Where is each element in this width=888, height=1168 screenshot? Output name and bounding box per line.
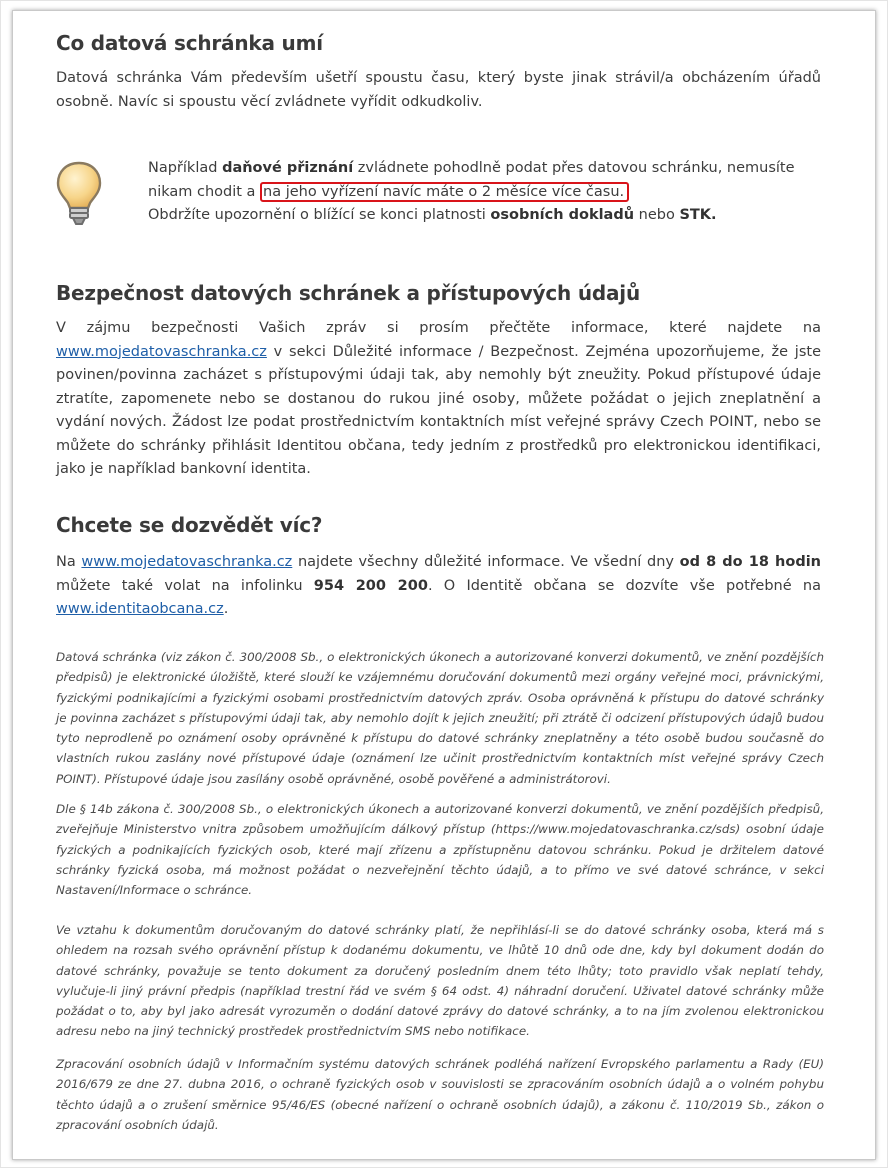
hours-bold: od 8 do 18 hodin	[679, 554, 821, 570]
legal-paragraph-4: Zpracování osobních údajů v Informačním systému datových schránek podléhá nařízení Evropského parlamentu a Rady (EU) 2016/679 ze dne 27. dubna 2016, o ochraně fyzických osob v souvislosti se zpracováním osobních údajů a o volném pohybu těchto údajů a o zrušení směrnice 95/46/ES (obecné nařízení o ochraně osobních údajů), a zákonu č. 110/2019 Sb., zákon o zpracování osobních údajů.	[56, 1057, 824, 1132]
tip-text-2: zvládnete pohodlně podat přes datovou schránku, nemusíte nikam chodit a	[148, 160, 795, 200]
legal-paragraph-1: Datová schránka (viz zákon č. 300/2008 Sb., o elektronických úkonech a autorizované konverzi dokumentů, ve znění pozdějších předpisů) je elektronické úložiště, které slouží ke vzájemnému doručování dokumentů mezi orgány veřejné moci, právnickými, fyzickými podnikajícími a fyzickými osobami prostřednictvím datových zpráv. Osoba oprávněná k přístupu do datové schránky je povinna zacházet s přístupovými údaji tak, aby nemohlo dojít k jejich zneužití; při ztrátě či odcizení přístupových údajů budou tyto neprodleně po oznámení osoby oprávněné k přístupu do datové schránky zneplatněny a této osobě budou současně do vlastních rukou zaslány nové přístupové údaje (oznámení lze učinit prostřednictvím kontaktních míst veřejné správy Czech POINT). Přístupové údaje jsou zasílány osobě oprávněné, osobě pověřené a administrátorovi.	[56, 650, 824, 786]
tip-text-1: Například	[148, 160, 223, 176]
tip-paragraph	[148, 157, 828, 228]
section-heading-more-info: Chcete se dozvědět víc?	[56, 513, 323, 537]
tip-text-3: Obdržíte upozornění o blížící se konci platnosti	[148, 207, 491, 223]
personal-documents-bold: osobních dokladů	[490, 207, 635, 223]
security-paragraph	[56, 317, 821, 482]
section-heading-security: Bezpečnost datových schránek a přístupových údajů	[56, 281, 640, 305]
security-text-2: v sekci Důležité informace / Bezpečnost. Zejména upozorňujeme, že jste povinen/povinna zacházet s přístupovými údaji tak, aby nemohly být zneužity. Pokud přístupové údaje ztratíte, zapomenete nebo se dostanou do rukou jiné osoby, můžete požádat o jejich zneplatnění a vydání nových. Žádost lze podat prostřednictvím kontaktních míst veřejné správy Czech POINT, nebo se můžete do schránky přihlásit Identitou občana, tedy jedním z prostředků pro elektronickou identifikaci, jako je například bankovní identita.	[56, 343, 821, 477]
legal-paragraph-3: Ve vztahu k dokumentům doručovaným do datové schránky platí, že nepřihlásí-li se do datové schránky osoba, která má s ohledem na rozsah svého oprávnění přístup k dodanému dokumentu, ve lhůtě 10 dnů ode dne, kdy byl dokument dodán do datové schránky, považuje se tento dokument za doručený posledním dnem této lhůty; toto pravidlo však neplatí tehdy, vylučuje-li jiný právní předpis (například trestní řád ve svém § 64 odst. 4) náhradní doručení. Uživatel datové schránky může požádat o to, aby byl jako adresát vyrozuměn o dodání datové zprávy do datové schránky, a to na jím zvolenou elektronickou adresu nebo na jiný technický prostředek prostřednictvím SMS nebo notifikace.	[56, 923, 824, 1039]
more-info-text-2: najdete všechny důležité informace. Ve všední dny	[292, 554, 680, 570]
more-info-text-3: můžete také volat na infolinku	[56, 577, 314, 594]
identitaobcana-link[interactable]: www.identitaobcana.cz	[56, 601, 224, 617]
tip-box	[56, 157, 821, 237]
tip-text	[148, 157, 828, 228]
features-paragraph: Datová schránka Vám především ušetří spoustu času, který byste jinak strávil/a obcházením úřadů osobně. Navíc si spoustu věcí zvládnete vyřídit odkudkoliv.	[56, 70, 821, 110]
highlighted-text: na jeho vyřízení navíc máte o 2 měsíce více času.	[260, 182, 629, 202]
mojedatovaschranka-link[interactable]: www.mojedatovaschranka.cz	[56, 343, 267, 360]
more-info-paragraph	[56, 551, 821, 622]
mojedatovaschranka-link-2[interactable]: www.mojedatovaschranka.cz	[81, 554, 293, 570]
tax-return-bold: daňové přiznání	[222, 160, 354, 176]
security-text-1: V zájmu bezpečnosti Vašich zpráv si prosím přečtěte informace, které najdete na	[56, 320, 821, 336]
more-info-text-1: Na	[56, 554, 82, 570]
lightbulb-icon	[56, 161, 102, 227]
legal-paragraph-2: Dle § 14b zákona č. 300/2008 Sb., o elektronických úkonech a autorizované konverzi dokumentů, ve znění pozdějších předpisů, zveřejňuje Ministerstvo vnitra způsobem umožňujícím dálkový přístup (https://www.mojedatovaschranka.cz/sds) osobní údaje fyzických a podnikajících fyzických osob, které mají zřízenu a zpřístupněnu datovou schránku. Pokud je držitelem datové schránky fyzická osoba, má možnost požádat o nezveřejnění těchto údajů, a to přímo ve své datové schránce, v sekci Nastavení/Informace o schránce.	[56, 802, 824, 898]
document-page	[12, 10, 876, 1160]
stk-bold: STK.	[679, 207, 717, 223]
hotline-number: 954 200 200	[313, 577, 428, 594]
more-info-text-4: . O Identitě občana se dozvíte vše potřebné na	[427, 577, 821, 594]
tip-text-4: nebo	[634, 207, 680, 223]
section-heading-features: Co datová schránka umí	[56, 31, 323, 55]
more-info-text-5: .	[223, 601, 229, 617]
